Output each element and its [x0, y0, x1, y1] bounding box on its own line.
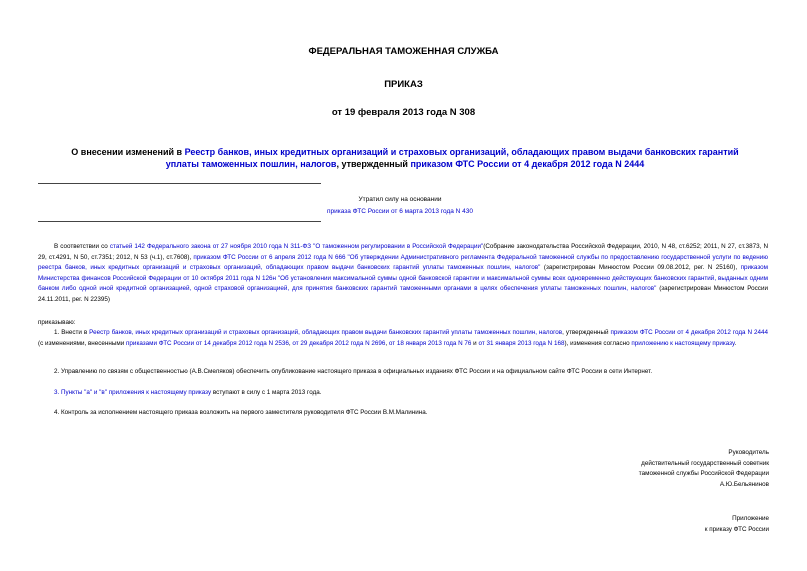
signature-block — [639, 448, 769, 490]
date-number-heading: от 19 февраля 2013 года N 308 — [331, 107, 476, 118]
signature-rank-2: таможенной службы Российской Федерации — [638, 470, 769, 478]
link-registry[interactable]: Реестр банков, иных кредитных организаций и страховых организаций, обладающих правом выдачи банковских гарантий уплаты таможенных пошлин, налогов — [89, 329, 563, 336]
lost-force-link[interactable]: приказа ФТС России от 6 марта 2013 года N 430 — [326, 208, 474, 215]
link-order-2696[interactable]: от 29 декабря 2012 года N 2696 — [292, 339, 386, 347]
link-appendix[interactable]: приложению к настоящему приказу — [631, 339, 735, 347]
preamble-text: (Собрание законодательства Российской Федерации, 2010, N 48, ст.6252; 2011, N 27, ст.3873, N 29, ст.4291, N 50, ст.7351; 2012, N 53 (ч.1), ст.7608), — [38, 243, 768, 261]
paragraph-item-1 — [38, 328, 768, 349]
signature-position: Руководитель — [728, 449, 769, 456]
paragraph-item-2: 2. Управлению по связям с общественностью (А.В.Смеляков) обеспечить опубликование настоящего приказа в официальных изданиях ФТС России и на официальном сайте ФТС России в сети Интернет. — [54, 368, 653, 375]
title-text: О внесении изменений в — [71, 147, 185, 157]
preamble-text: (зарегистрирован Минюстом России 24.11.2011, рег. N 22395) — [38, 285, 768, 303]
item-1-text: и — [471, 339, 479, 347]
item-1-text: ), изменения согласно — [564, 339, 632, 347]
doc-type-heading: ПРИКАЗ — [384, 79, 423, 90]
link-order-666[interactable]: приказом ФТС России от 6 апреля 2012 года N 666 "Об утверждении Административного регламента Федеральной таможенной службы по предоставлению государственной услуги по ведению реестра банков, иных кредитных организаций и страховых организаций, обладающих правом выдачи банковских гарантий уплаты таможенных пошлин, налогов" — [38, 253, 768, 272]
divider-top — [38, 183, 321, 184]
paragraph-order-word: приказываю: — [38, 319, 76, 326]
preamble-text: В соответствии со — [54, 243, 110, 250]
item-1-text: , утвержденный — [562, 329, 611, 336]
link-order-2444[interactable]: приказом ФТС России от 4 декабря 2012 года N 2444 — [610, 329, 768, 336]
link-order-126n[interactable]: приказом Министерства финансов Российской Федерации от 10 октября 2011 года N 126н "Об установлении максимальной суммы одной банковской гарантии и максимальной суммы всех одновременно действующих банковских гарантий, выданных одним банком либо одной иной кредитной организацией, одной страховой организацией, для принятия банковских гарантий таможенными органами в целях обеспечения уплаты таможенных пошлин, налогов" — [38, 264, 768, 293]
appendix-header — [705, 514, 769, 535]
preamble-text: (зарегистрирован Минюстом России 09.08.2012, рег. N 25160), — [540, 264, 741, 272]
appendix-subtitle: к приказу ФТС России — [704, 525, 769, 533]
appendix-title: Приложение — [732, 515, 769, 522]
link-appendix-items[interactable]: 3. Пункты "а" и "в" приложения к настоящему приказу — [54, 389, 212, 396]
link-order-76[interactable]: от 18 января 2013 года N 76 — [388, 339, 472, 347]
item-1-text: (с изменениями, внесенными — [38, 339, 127, 347]
item-1-text: . — [734, 339, 737, 347]
title-text: , утвержденный — [336, 158, 411, 169]
org-heading: ФЕДЕРАЛЬНАЯ ТАМОЖЕННАЯ СЛУЖБА — [308, 46, 499, 57]
item-1-text: , — [385, 339, 389, 347]
paragraph-preamble — [38, 242, 768, 306]
title-link-registry[interactable]: Реестр банков, иных кредитных организаций и страховых организаций, обладающих правом выдачи банковских гарантий уплаты таможенных пошлин, налогов — [165, 147, 739, 169]
divider-bottom — [38, 221, 321, 222]
link-law-311[interactable]: статьей 142 Федерального закона от 27 ноября 2010 года N 311-ФЗ "О таможенном регулировании в Российской Федерации" — [109, 243, 484, 250]
lost-force-note: Утратил силу на основании — [358, 196, 442, 203]
item-3-text: вступают в силу с 1 марта 2013 года. — [211, 389, 322, 396]
link-order-168[interactable]: от 31 января 2013 года N 168 — [478, 339, 565, 347]
signature-rank: действительный государственный советник — [641, 459, 769, 467]
paragraph-item-3 — [38, 388, 768, 399]
paragraph-item-4: 4. Контроль за исполнением настоящего приказа возложить на первого заместителя руководителя ФТС России В.М.Малинина. — [54, 409, 428, 416]
document-title — [60, 147, 750, 170]
signature-name: А.Ю.Бельянинов — [719, 480, 769, 488]
link-order-2536[interactable]: приказами ФТС России от 14 декабря 2012 года N 2536 — [126, 339, 289, 347]
item-1-text: 1. Внести в — [54, 329, 90, 336]
title-link-order-2444[interactable]: приказом ФТС России от 4 декабря 2012 года N 2444 — [410, 158, 645, 169]
item-1-text: , — [288, 339, 293, 347]
